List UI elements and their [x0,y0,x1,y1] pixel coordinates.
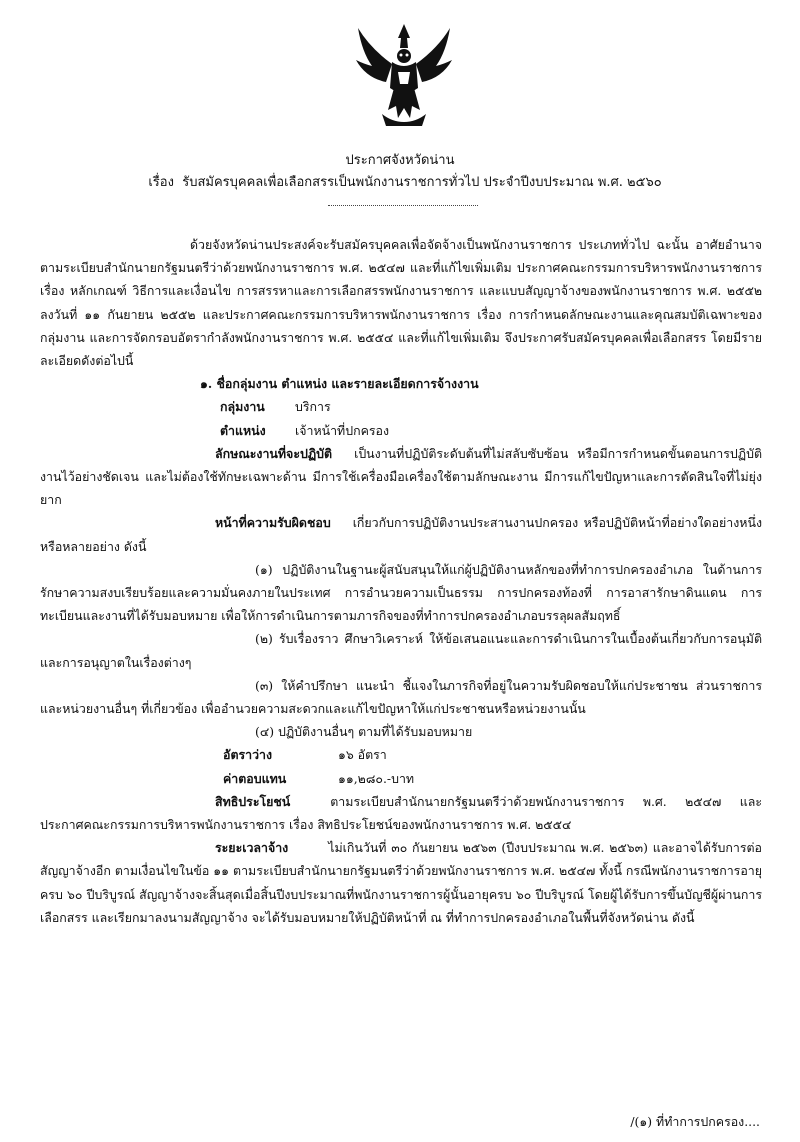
intro-paragraph: ด้วยจังหวัดน่านประสงค์จะรับสมัครบุคคลเพื่อจัดจ้างเป็นพนักงานราชการ ประเภททั่วไป ฉะนั้น อาศัยอำนาจตามระเบียบสำนักนายกรัฐมนตรีว่าด้วยพนักงานราชการ พ.ศ. ๒๕๔๗ และที่แก้ไขเพิ่มเติม ประกาศคณะกรรมการบริหารพนักงานราชการ เรื่อง หลักเกณฑ์ วิธีการและเงื่อนไข การสรรหาและการเลือกสรรพนักงานราชการ และแบบสัญญาจ้างของพนักงานราชการ พ.ศ. ๒๕๕๒ ลงวันที่ ๑๑ กันยายน ๒๕๕๒ และประกาศคณะกรรมการบริหารพนักงานราชการ เรื่อง การกำหนดลักษณะงานและคุณสมบัติเฉพาะของกลุ่มงาน และการจัดกรอบอัตรากำลังพนักงานราชการ พ.ศ. ๒๕๕๔ และที่แก้ไขเพิ่มเติม จึงประกาศรับสมัครบุคคลเพื่อเลือกสรร โดยมีรายละเอียดดังต่อไปนี้ [40,237,762,369]
term-label: ระยะเวลาจ้าง [215,840,289,856]
benefit-text: ตามระเบียบสำนักนายกรัฐมนตรีว่าด้วยพนักงานราชการ พ.ศ. ๒๕๔๗ และประกาศคณะกรรมการบริหารพนักงานราชการ เรื่อง สิทธิประโยชน์ของพนักงานราชการ พ.ศ. ๒๕๕๔ [40,793,762,833]
position-row [40,419,762,442]
document-body [40,233,762,929]
subject-text: รับสมัครบุคคลเพื่อเลือกสรรเป็นพนักงานราชการทั่วไป ประจำปีงบประมาณ พ.ศ. ๒๕๖๐ [182,175,662,190]
duty-item-1: (๑) ปฏิบัติงานในฐานะผู้สนับสนุนให้แก่ผู้ปฏิบัติงานหลักของที่ทำการปกครองอำเภอ ในด้านการรักษาความสงบเรียบร้อยและความมั่นคงภายในประเทศ การอำนวยความเป็นธรรม การปกครองท้องที่ การอาสารักษาดินแดน การทะเบียนและงานที่ได้รับมอบหมาย เพื่อให้การดำเนินการตามภารกิจของที่ทำการปกครองอำเภอบรรลุผลสัมฤทธิ์ [40,561,762,624]
position-label: ตำแหน่ง [220,422,266,438]
term-paragraph [40,836,762,929]
benefit-paragraph [40,790,762,836]
section-1-heading: ๑. ชื่อกลุ่มงาน ตำแหน่ง และรายละเอียดการจ้างงาน [200,376,479,392]
pay-value: ๑๑,๒๘๐.-บาท [338,770,415,786]
pay-label: ค่าตอบแทน [223,770,287,786]
garuda-emblem [352,18,456,130]
announcement-header [0,150,800,194]
pay-row [40,767,762,790]
group-label: กลุ่มงาน [220,399,265,415]
vacancy-label: อัตราว่าง [223,747,273,763]
vacancy-row [40,743,762,766]
group-value: บริการ [295,399,331,415]
continuation-note: /(๑) ที่ทำการปกครอง.... [630,1114,760,1129]
announcement-subject [0,172,800,194]
job-nature-label: ลักษณะงานที่จะปฏิบัติ [215,445,333,461]
duty-item-3: (๓) ให้คำปรึกษา แนะนำ ชี้แจงในภารกิจที่อยู่ในความรับผิดชอบให้แก่ประชาชน ส่วนราชการ และหน่วยงานอื่นๆ ที่เกี่ยวข้อง เพื่ออำนวยความสะดวกและแก้ไขปัญหาให้แก่ประชาชนหรือหน่วยงานนั้น [40,677,762,717]
subject-label: เรื่อง [148,175,174,190]
duty-label: หน้าที่ความรับผิดชอบ [215,515,331,531]
duty-item-2: (๒) รับเรื่องราว ศึกษาวิเคราะห์ ให้ข้อเสนอแนะและการดำเนินการในเบื้องต้นเกี่ยวกับการอนุมัติและการอนุญาตในเรื่องต่างๆ [40,631,762,670]
job-nature-paragraph [40,442,762,512]
vacancy-value: ๑๖ อัตรา [338,747,387,763]
duty-item-4: (๔) ปฏิบัติงานอื่นๆ ตามที่ได้รับมอบหมาย [255,724,473,740]
term-text: ไม่เกินวันที่ ๓๐ กันยายน ๒๕๖๓ (ปีงบประมาณ พ.ศ. ๒๕๖๓) และอาจได้รับการต่อสัญญาจ้างอีก ตามเงื่อนไขในข้อ ๑๑ ตามระเบียบสำนักนายกรัฐมนตรีว่าด้วยพนักงานราชการ พ.ศ. ๒๕๔๗ ทั้งนี้ กรณีพนักงานราชการอายุครบ ๖๐ ปีบริบูรณ์ สัญญาจ้างจะสิ้นสุดเมื่อสิ้นปีงบประมาณที่พนักงานราชการผู้นั้นอายุครบ ๖๐ ปีบริบูรณ์ โดยผู้ได้รับการขึ้นบัญชีผู้ผ่านการเลือกสรร และเรียกมาลงนามสัญญาจ้าง จะได้รับมอบหมายให้ปฏิบัติหน้าที่ ณ ที่ทำการปกครองอำเภอในพื้นที่จังหวัดน่าน ดังนี้ [40,840,762,925]
announcement-title: ประกาศจังหวัดน่าน [345,153,455,168]
position-value: เจ้าหน้าที่ปกครอง [295,422,390,438]
benefit-label: สิทธิประโยชน์ [215,793,291,809]
group-row [40,395,762,418]
duty-text: เกี่ยวกับการปฏิบัติงานประสานงานปกครอง หรือปฏิบัติหน้าที่อย่างใดอย่างหนึ่งหรือหลายอย่าง ดังนี้ [40,515,762,554]
header-divider [328,205,478,206]
duty-paragraph [40,511,762,557]
job-nature-text: เป็นงานที่ปฏิบัติระดับต้นที่ไม่สลับซับซ้อน หรือมีการกำหนดขั้นตอนการปฏิบัติงานไว้อย่างชัดเจน และไม่ต้องใช้ทักษะเฉพาะด้าน มีการใช้เครื่องมือเครื่องใช้ตามลักษณะงาน มีการแก้ไขปัญหาและการตัดสินใจที่ไม่ยุ่งยาก [40,445,762,508]
